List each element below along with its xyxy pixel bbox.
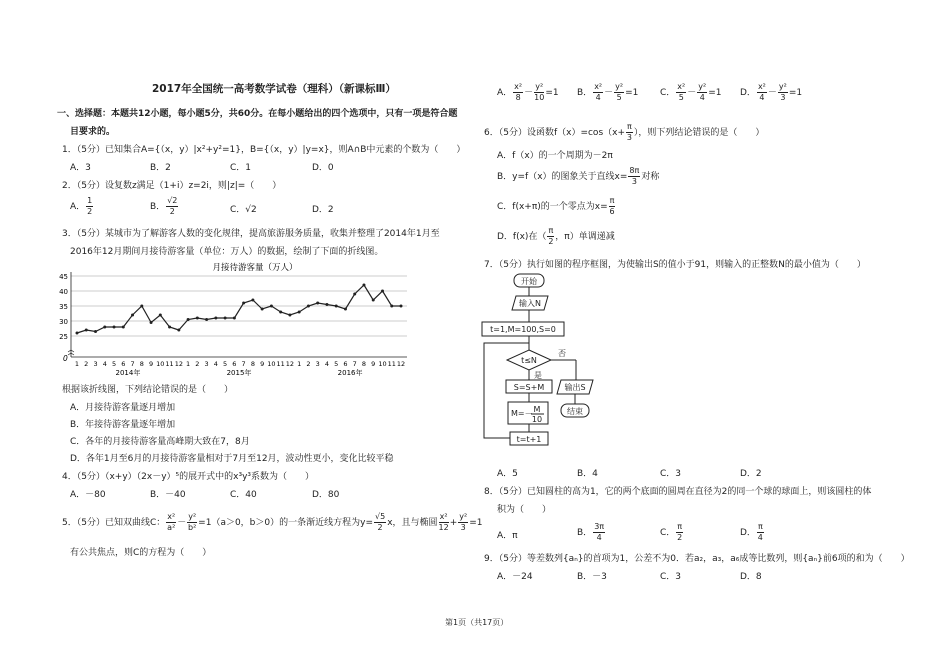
x-tick-label: 7 bbox=[241, 360, 246, 368]
flow-no-label: 否 bbox=[558, 349, 566, 358]
data-point bbox=[177, 329, 180, 332]
y-tick-label: 25 bbox=[59, 333, 68, 341]
q3-line2: 2016年12月期间月接待游客量（单位：万人）的数据，绘制了下面的折线图。 bbox=[70, 247, 384, 257]
data-point bbox=[224, 317, 227, 320]
flow-m-den: 10 bbox=[531, 415, 543, 424]
q7-option-d: D．2 bbox=[740, 469, 762, 479]
q7-option-c: C．3 bbox=[660, 469, 682, 479]
x-tick-label: 9 bbox=[371, 360, 376, 368]
x-tick-label: 9 bbox=[148, 360, 154, 368]
flow-end-label: 结束 bbox=[567, 407, 583, 416]
q8-option-c: C． $\frac{\pi}{2}$ bbox=[660, 522, 683, 542]
section-heading: 一、选择题：本题共12小题，每小题5分，共60分。在每小题给出的四个选项中，只有一项是符合题 bbox=[57, 109, 458, 119]
x-tick-label: 11 bbox=[165, 360, 174, 368]
data-point bbox=[344, 308, 347, 311]
q3-option-d: D．各年1月至6月的月接待游客量相对于7月至12月，波动性更小，变化比较平稳 bbox=[70, 454, 394, 464]
q2-option-c: C．√2 bbox=[230, 205, 257, 215]
x-tick-label: 2 bbox=[84, 360, 89, 368]
y-tick-label: 30 bbox=[59, 318, 68, 326]
q2-stem: 2．（5分）设复数z满足（1+i）z=2i，则|z|=（ ） bbox=[62, 181, 282, 191]
q8-line1: 8．（5分）已知圆柱的高为1，它的两个底面的圆周在直径为2的同一个球的球面上，则该圆柱的体 bbox=[484, 487, 872, 497]
data-point bbox=[150, 321, 153, 324]
x-tick-label: 6 bbox=[232, 360, 237, 368]
flow-m-num: M bbox=[533, 405, 541, 414]
data-point bbox=[233, 317, 236, 320]
y-origin-label: 0 bbox=[63, 354, 68, 363]
q3-line1: 3．（5分）某城市为了解游客人数的变化规律，提高旅游服务质量，收集并整理了2014年1月至 bbox=[62, 229, 440, 239]
flow-condition-label: t≤N bbox=[521, 356, 537, 365]
q8-option-b: B． $\frac{3\pi}{4}$ bbox=[577, 522, 605, 542]
section-heading-cont: 目要求的。 bbox=[70, 127, 116, 137]
x-tick-label: 11 bbox=[387, 360, 396, 368]
q8-line2: 积为（ ） bbox=[497, 505, 552, 515]
x-tick-label: 2 bbox=[195, 360, 200, 368]
q1-option-a: A．3 bbox=[70, 163, 91, 173]
data-point bbox=[214, 317, 217, 320]
q8-option-d: D． $\frac{\pi}{4}$ bbox=[740, 522, 763, 542]
q7-stem: 7．（5分）执行如图的程序框图，为使输出S的值小于91，则输入的正整数N的最小值为（ ） bbox=[484, 260, 866, 270]
q6-option-a: A．f（x）的一个周期为－2π bbox=[497, 151, 613, 161]
q4-option-d: D．80 bbox=[312, 490, 340, 500]
x-tick-label: 5 bbox=[334, 360, 339, 368]
x-tick-label: 7 bbox=[352, 360, 357, 368]
q9-option-c: C．3 bbox=[660, 572, 682, 582]
x-tick-label: 4 bbox=[102, 360, 107, 368]
x-tick-label: 5 bbox=[111, 360, 117, 368]
flow-t-label: t=t+1 bbox=[516, 435, 542, 444]
data-point bbox=[94, 330, 97, 333]
x-tick-label: 1 bbox=[74, 360, 80, 368]
x-tick-label: 4 bbox=[213, 360, 218, 368]
x-tick-label: 12 bbox=[174, 360, 183, 368]
y-tick-label: 45 bbox=[59, 273, 68, 281]
data-point bbox=[76, 332, 79, 335]
year-label: 2016年 bbox=[337, 369, 363, 377]
y-tick-label: 35 bbox=[59, 303, 68, 311]
data-point bbox=[131, 314, 134, 317]
q5-option-d: D． $\frac{\text{x²}}{4}$ － $\frac{\text{y²}}{3}$ =1 bbox=[740, 82, 803, 102]
x-tick-label: 6 bbox=[343, 360, 348, 368]
q9-option-a: A．－24 bbox=[497, 572, 533, 582]
x-tick-label: 8 bbox=[139, 360, 144, 368]
x-tick-label: 1 bbox=[297, 360, 302, 368]
data-point bbox=[400, 305, 403, 308]
data-point bbox=[242, 302, 245, 305]
flow-input-label: 输入N bbox=[519, 299, 541, 308]
q3-option-a: A．月接待游客量逐月增加 bbox=[70, 403, 176, 413]
flow-init-label: t=1,M=100,S=0 bbox=[490, 325, 556, 334]
q6-stem: 6．（5分）设函数f（x）=cos（x+ $\frac{\pi}{3}$ ），则下列结论错误的是（ ） bbox=[484, 122, 765, 142]
data-point bbox=[353, 293, 356, 296]
data-point bbox=[298, 311, 301, 314]
q9-option-b: B．－3 bbox=[577, 572, 607, 582]
x-tick-label: 10 bbox=[267, 360, 276, 368]
q6-option-c: C．f(x+π)的一个零点为x= $\frac{\pi}{6}$ bbox=[497, 196, 615, 216]
x-tick-label: 12 bbox=[285, 360, 295, 368]
x-tick-label: 3 bbox=[315, 360, 320, 368]
data-point bbox=[325, 303, 328, 306]
data-point bbox=[205, 318, 208, 321]
data-point bbox=[316, 302, 319, 305]
chart-title: 月接待游客量（万人） bbox=[212, 263, 298, 273]
x-tick-label: 7 bbox=[130, 360, 135, 368]
data-point bbox=[307, 305, 310, 308]
x-tick-label: 9 bbox=[260, 360, 265, 368]
data-point bbox=[335, 305, 338, 308]
q4-option-c: C．40 bbox=[230, 490, 257, 500]
q5-stem: 5．（5分）已知双曲线C： $\frac{\text{x²}}{\text{a²}}$ － $\frac{\text{y²}}{\text{b²}}$ =1（a＞0，b＞0）的一条渐近线方程为y= $\frac{√5}{2}$ x，且与椭圆 $\frac{\text{x²}}{12}$ + $\frac{\text{y²}}{3}$ =1 bbox=[62, 512, 483, 532]
q2-option-a: A． $\frac{1}{2}$ bbox=[70, 196, 93, 216]
x-tick-label: 12 bbox=[396, 360, 406, 368]
page-title: 2017年全国统一高考数学试卷（理科）（新课标Ⅲ） bbox=[152, 83, 396, 95]
page-footer: 第1页（共17页） bbox=[445, 618, 509, 627]
x-tick-label: 10 bbox=[156, 360, 165, 368]
q5-option-a: A． $\frac{\text{x²}}{8}$ － $\frac{\text{y²}}{10}$ =1 bbox=[497, 82, 559, 102]
x-tick-label: 4 bbox=[324, 360, 330, 368]
data-point bbox=[113, 326, 116, 329]
program-flowchart bbox=[478, 270, 638, 452]
x-tick-label: 10 bbox=[378, 360, 387, 368]
visitor-line-chart bbox=[55, 258, 415, 378]
q2-option-d: D．2 bbox=[312, 205, 334, 215]
data-point bbox=[103, 326, 106, 329]
data-point bbox=[168, 326, 171, 329]
q3-after: 根据该折线图，下列结论错误的是（ ） bbox=[62, 385, 234, 395]
data-point bbox=[372, 299, 375, 302]
year-label: 2014年 bbox=[115, 369, 141, 377]
q4-option-a: A．－80 bbox=[70, 490, 106, 500]
series-line bbox=[77, 285, 401, 333]
q7-option-a: A．5 bbox=[497, 469, 518, 479]
data-point bbox=[279, 311, 282, 314]
data-point bbox=[270, 305, 273, 308]
q9-stem: 9．（5分）等差数列{aₙ}的首项为1，公差不为0．若a₂，a₃，a₆成等比数列，则{aₙ}前6项的和为（ ） bbox=[484, 554, 910, 564]
year-label: 2015年 bbox=[226, 369, 252, 377]
q1-option-c: C．1 bbox=[230, 163, 252, 173]
x-tick-label: 6 bbox=[121, 360, 126, 368]
q4-option-b: B．－40 bbox=[150, 490, 186, 500]
data-point bbox=[381, 290, 384, 293]
data-point bbox=[140, 305, 143, 308]
q6-option-d: D．f(x)在（ $\frac{\pi}{2}$ ，π）单调递减 bbox=[497, 226, 615, 246]
q2-option-b: B． $\frac{√2}{2}$ bbox=[150, 196, 178, 216]
q5-option-b: B． $\frac{\text{x²}}{4}$ － $\frac{\text{y²}}{5}$ =1 bbox=[577, 82, 639, 102]
q6-option-b: B．y=f（x）的图象关于直线x= $\frac{8\pi}{3}$ 对称 bbox=[497, 166, 660, 186]
data-point bbox=[85, 329, 88, 332]
data-point bbox=[288, 314, 291, 317]
flow-m-pre: M=－ bbox=[511, 409, 533, 418]
data-point bbox=[390, 305, 393, 308]
x-tick-label: 8 bbox=[250, 360, 255, 368]
data-point bbox=[251, 299, 254, 302]
x-tick-label: 3 bbox=[93, 360, 98, 368]
data-point bbox=[159, 314, 162, 317]
data-point bbox=[362, 284, 365, 287]
data-point bbox=[187, 318, 190, 321]
flow-yes-label: 是 bbox=[534, 371, 542, 380]
q5-line2: 有公共焦点，则C的方程为（ ） bbox=[70, 548, 212, 558]
q1-stem: 1．（5分）已知集合A={（x，y）|x²+y²=1}，B={（x，y）|y=x}，则A∩B中元素的个数为（ ） bbox=[62, 145, 466, 155]
x-tick-label: 11 bbox=[276, 360, 285, 368]
q5-option-c: C． $\frac{\text{x²}}{5}$ － $\frac{\text{y²}}{4}$ =1 bbox=[660, 82, 722, 102]
flow-s-label: S=S+M bbox=[513, 383, 545, 392]
data-point bbox=[196, 317, 199, 320]
q1-option-b: B．2 bbox=[150, 163, 171, 173]
flow-output-label: 输出S bbox=[564, 383, 586, 392]
q4-stem: 4．（5分）（x+y）（2x－y）⁵的展开式中的x³y³系数为（ ） bbox=[62, 472, 315, 482]
x-tick-label: 2 bbox=[306, 360, 311, 368]
x-tick-label: 3 bbox=[204, 360, 209, 368]
y-tick-label: 40 bbox=[59, 288, 68, 296]
q8-option-a: A．π bbox=[497, 531, 518, 541]
data-point bbox=[261, 308, 264, 311]
x-tick-label: 8 bbox=[361, 360, 367, 368]
data-point bbox=[122, 326, 125, 329]
q3-option-c: C．各年的月接待游客量高峰期大致在7，8月 bbox=[70, 437, 250, 447]
q3-option-b: B．年接待游客量逐年增加 bbox=[70, 420, 176, 430]
q7-option-b: B．4 bbox=[577, 469, 598, 479]
x-tick-label: 1 bbox=[186, 360, 191, 368]
flow-start-label: 开始 bbox=[521, 277, 537, 286]
q1-option-d: D．0 bbox=[312, 163, 334, 173]
x-tick-label: 5 bbox=[223, 360, 228, 368]
q9-option-d: D．8 bbox=[740, 572, 762, 582]
